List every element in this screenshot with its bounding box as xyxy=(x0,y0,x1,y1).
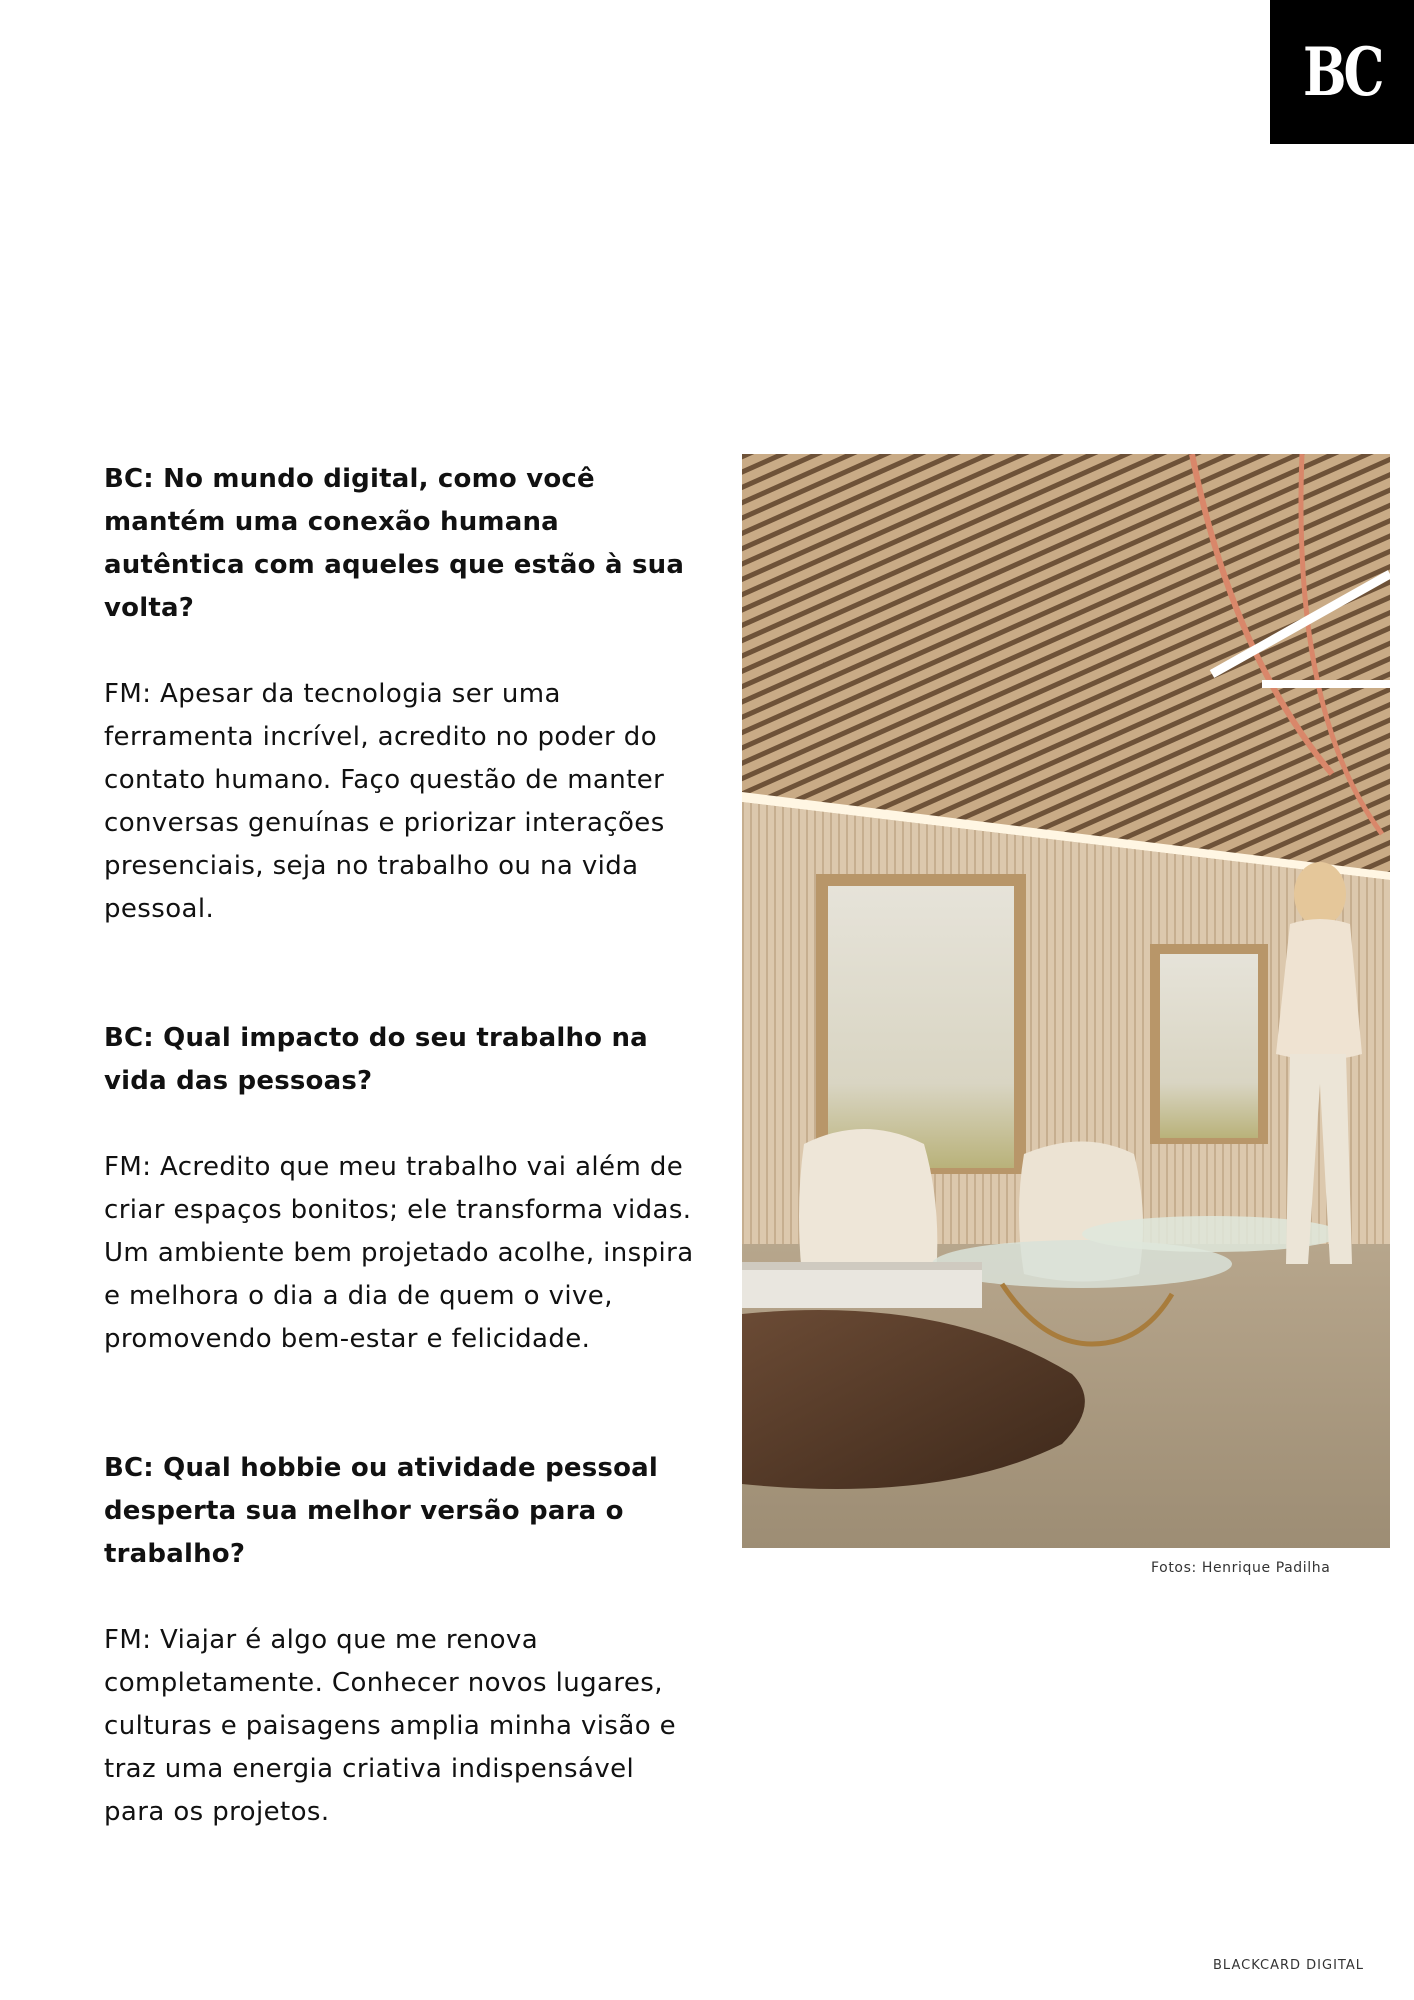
interview-column xyxy=(104,458,694,1834)
answer-text: FM: Viajar é algo que me renova completamente. Conhecer novos lugares, culturas e paisagens amplia minha visão e traz uma energia criativa indispensável para os projetos. xyxy=(104,1625,677,1827)
answer-text: FM: Acredito que meu trabalho vai além de criar espaços bonitos; ele transforma vidas. Um ambiente bem projetado acolhe, inspira e melhora o dia a dia de quem o vive, promovendo bem-estar e felicidade. xyxy=(104,1152,694,1354)
photo-credit: Fotos: Henrique Padilha xyxy=(1151,1560,1331,1576)
brand-logo xyxy=(1270,0,1414,144)
brand-logo-text: BC xyxy=(1303,33,1381,111)
qa-block-2 xyxy=(104,1017,694,1361)
question-text: BC: No mundo digital, como você mantém uma conexão humana autêntica com aqueles que estão à sua volta? xyxy=(104,464,685,623)
question-text: BC: Qual hobbie ou atividade pessoal desperta sua melhor versão para o trabalho? xyxy=(104,1453,658,1569)
qa-block-1 xyxy=(104,458,694,931)
qa-block-3 xyxy=(104,1447,694,1834)
answer-text: FM: Apesar da tecnologia ser uma ferramenta incrível, acredito no poder do contato humano. Faço questão de manter conversas genuínas e priorizar interações presenciais, seja no trabalho ou na vida pessoal. xyxy=(104,679,665,924)
question-text: BC: Qual impacto do seu trabalho na vida das pessoas? xyxy=(104,1023,648,1096)
footer-label: BLACKCARD DIGITAL xyxy=(1213,1958,1364,1973)
interior-photo xyxy=(742,454,1390,1548)
